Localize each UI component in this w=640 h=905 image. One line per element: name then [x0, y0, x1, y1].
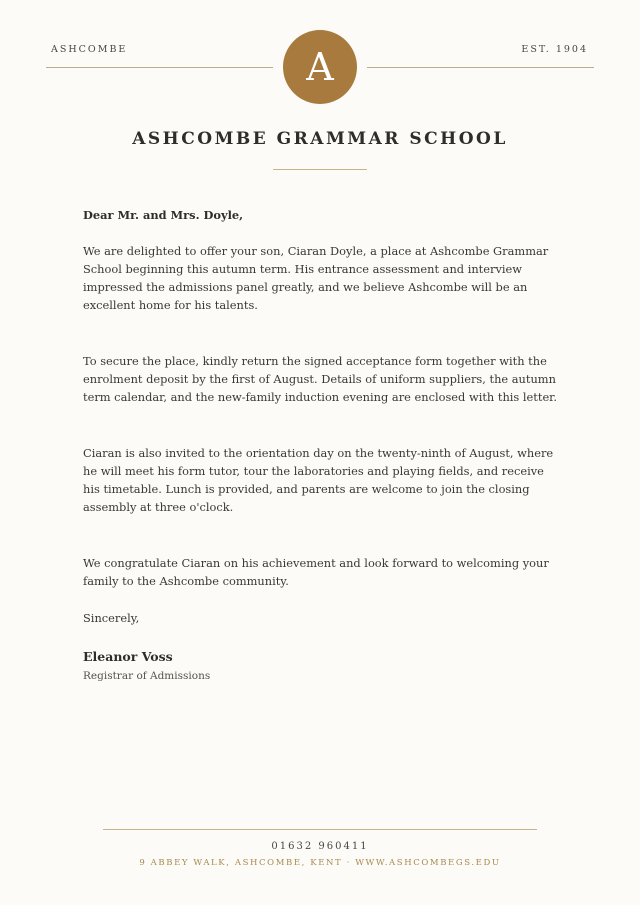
footer-phone: 01632 960411 — [271, 841, 369, 852]
crest-letter: A — [306, 45, 334, 89]
paragraph-4: We congratulate Ciaran on his achievement and look forward to welcoming your family to the Ashcombe community. — [83, 556, 549, 588]
school-name: ASHCOMBE GRAMMAR SCHOOL — [132, 129, 508, 149]
crest-seal — [283, 30, 357, 104]
footer-address: 9 ABBEY WALK, ASHCOMBE, KENT · WWW.ASHCOMBEGS.EDU — [139, 858, 501, 868]
title-rule — [273, 169, 367, 170]
paragraph-3: Ciaran is also invited to the orientation day on the twenty-ninth of August, where he will meet his form tutor, tour the laboratories and playing fields, and receive his timetable. Lunch is provided, and parents are welcome to join the closing assembly at three o'clock. — [83, 446, 554, 514]
letter-body — [83, 206, 563, 685]
paragraph-2: To secure the place, kindly return the signed acceptance form together with the enrolment deposit by the first of August. Details of uniform suppliers, the autumn term calendar, and the new-family induction evening are enclosed with this letter. — [83, 354, 557, 404]
header-rule-right — [367, 67, 594, 68]
header-right-text: EST. 1904 — [521, 44, 588, 55]
footer-rule — [103, 829, 537, 830]
paragraph-1: We are delighted to offer your son, Ciaran Doyle, a place at Ashcombe Grammar School beginning this autumn term. His entrance assessment and interview impressed the admissions panel greatly, and we believe Ashcombe will be an excellent home for his talents. — [83, 244, 549, 312]
signatory-name: Eleanor Voss — [83, 649, 173, 664]
closing: Sincerely, — [83, 611, 140, 625]
signatory-title: Registrar of Admissions — [83, 670, 211, 682]
salutation: Dear Mr. and Mrs. Doyle, — [83, 208, 244, 222]
header-left-text: ASHCOMBE — [51, 44, 128, 55]
header-rule-left — [46, 67, 273, 68]
